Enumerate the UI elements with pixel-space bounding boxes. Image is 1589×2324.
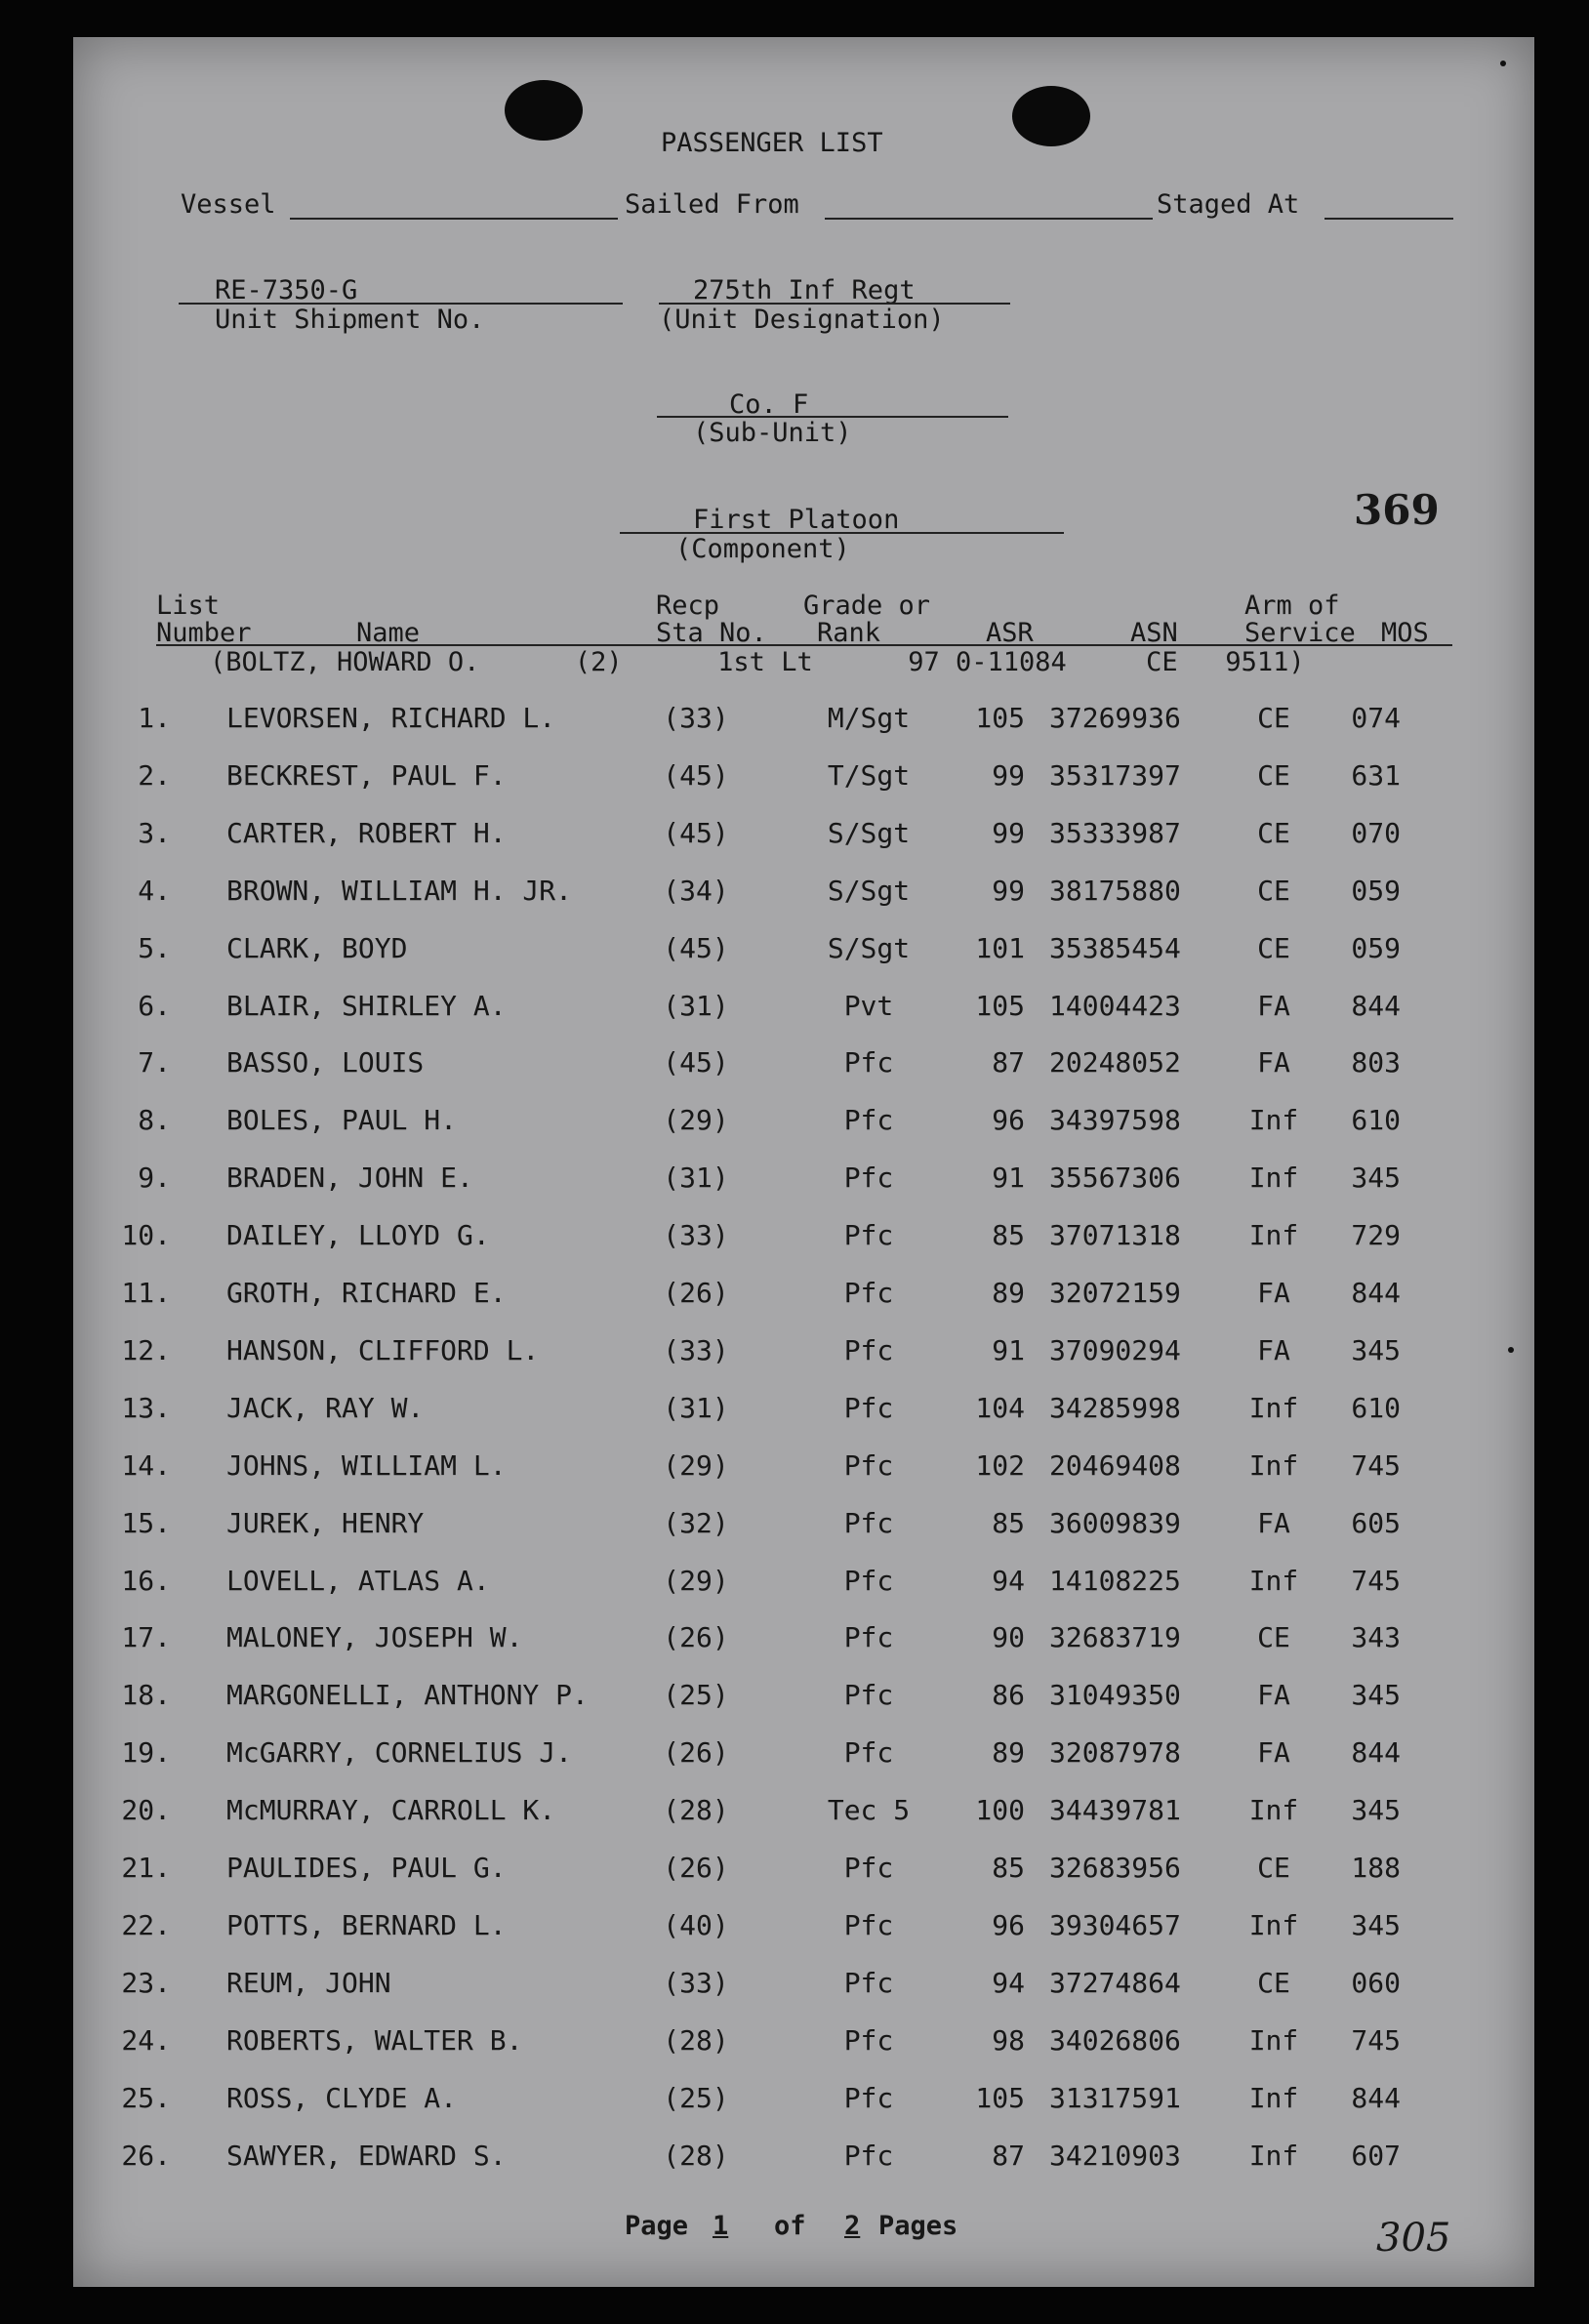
col-header-sta-no: Sta No. <box>656 618 767 648</box>
col-header-mos: MOS <box>1381 618 1429 648</box>
row-arm-of-service: CE <box>1257 1967 1290 1999</box>
row-name: CLARK, BOYD <box>226 932 408 964</box>
row-arm-of-service: CE <box>1257 932 1290 964</box>
row-arm-of-service: Inf <box>1248 1449 1299 1482</box>
row-arm-of-service: FA <box>1257 1334 1290 1366</box>
row-arm-of-service: FA <box>1257 1679 1290 1711</box>
row-name: ROBERTS, WALTER B. <box>226 2024 523 2057</box>
row-asn: 35333987 <box>1049 817 1181 849</box>
row-grade-rank: Pfc <box>843 1334 894 1366</box>
row-mos: 803 <box>1351 1046 1401 1079</box>
row-recp-sta: (31) <box>663 1162 729 1194</box>
row-recp-sta: (28) <box>663 1794 729 1826</box>
row-mos: 844 <box>1351 1736 1401 1769</box>
handwritten-number: 305 <box>1376 2216 1451 2261</box>
row-asn: 35567306 <box>1049 1162 1181 1194</box>
sub-unit: Co. F <box>729 389 809 420</box>
table-row <box>73 819 1534 876</box>
row-name: McMURRAY, CARROLL K. <box>226 1794 556 1826</box>
row-list-number: 5. <box>138 932 171 964</box>
row-list-number: 3. <box>138 817 171 849</box>
row-grade-rank: Pfc <box>843 1162 894 1194</box>
row-mos: 345 <box>1351 1909 1401 1941</box>
row-arm-of-service: Inf <box>1248 2082 1299 2114</box>
row-asn: 31049350 <box>1049 1679 1181 1711</box>
unit-shipment-label: Unit Shipment No. <box>215 305 485 335</box>
row-list-number: 17. <box>121 1621 171 1653</box>
row-asn: 34210903 <box>1049 2140 1181 2172</box>
row-recp-sta: (45) <box>663 932 729 964</box>
row-recp-sta: (26) <box>663 1277 729 1309</box>
row-recp-sta: (40) <box>663 1909 729 1941</box>
row-asr: 105 <box>975 702 1025 734</box>
table-row <box>73 1738 1534 1795</box>
row-recp-sta: (26) <box>663 1736 729 1769</box>
row-list-number: 19. <box>121 1736 171 1769</box>
table-row <box>73 761 1534 818</box>
row-name: BLAIR, SHIRLEY A. <box>226 990 507 1022</box>
table-row <box>73 1911 1534 1968</box>
col-header-asr: ASR <box>986 618 1034 648</box>
unit-designation-label: (Unit Designation) <box>659 305 945 335</box>
row-asr: 87 <box>992 1046 1025 1079</box>
row-asn: 32087978 <box>1049 1736 1181 1769</box>
col-header-list: List <box>156 591 221 621</box>
row-asr: 85 <box>992 1219 1025 1251</box>
header-rule <box>156 644 1452 646</box>
of-word: of <box>774 2211 806 2241</box>
row-list-number: 21. <box>121 1852 171 1884</box>
row-name: REUM, JOHN <box>226 1967 391 1999</box>
row-asn: 34397598 <box>1049 1104 1181 1136</box>
row-asr: 99 <box>992 875 1025 907</box>
row-grade-rank: Pfc <box>843 1909 894 1941</box>
row-recp-sta: (45) <box>663 759 729 792</box>
table-row <box>73 1681 1534 1737</box>
row-name: LOVELL, ATLAS A. <box>226 1565 490 1597</box>
row-grade-rank: M/Sgt <box>827 702 911 734</box>
row-arm-of-service: FA <box>1257 1046 1290 1079</box>
row-arm-of-service: Inf <box>1248 1909 1299 1941</box>
row-name: ROSS, CLYDE A. <box>226 2082 458 2114</box>
row-grade-rank: Pfc <box>843 1277 894 1309</box>
unit-shipment-number: RE-7350-G <box>215 275 358 306</box>
row-arm-of-service: CE <box>1257 759 1290 792</box>
row-grade-rank: Pfc <box>843 1392 894 1424</box>
row-list-number: 2. <box>138 759 171 792</box>
row-list-number: 22. <box>121 1909 171 1941</box>
row-asn: 14004423 <box>1049 990 1181 1022</box>
paper-speck <box>1500 61 1506 66</box>
component: First Platoon <box>693 505 900 535</box>
document-title: PASSENGER LIST <box>661 128 883 158</box>
row-arm-of-service: FA <box>1257 1507 1290 1539</box>
row-list-number: 10. <box>121 1219 171 1251</box>
row-mos: 844 <box>1351 990 1401 1022</box>
row-recp-sta: (29) <box>663 1449 729 1482</box>
table-row <box>73 1451 1534 1508</box>
row-arm-of-service: Inf <box>1248 1219 1299 1251</box>
row-asn: 35385454 <box>1049 932 1181 964</box>
row-name: GROTH, RICHARD E. <box>226 1277 507 1309</box>
row-arm-of-service: Inf <box>1248 1104 1299 1136</box>
row-grade-rank: T/Sgt <box>827 759 911 792</box>
row-arm-of-service: CE <box>1257 1852 1290 1884</box>
row-asr: 100 <box>975 1794 1025 1826</box>
row-recp-sta: (28) <box>663 2024 729 2057</box>
col-header-name: Name <box>356 618 421 648</box>
row-asr: 85 <box>992 1507 1025 1539</box>
table-row <box>73 1509 1534 1566</box>
row-grade-rank: Pfc <box>843 1565 894 1597</box>
row-asn: 31317591 <box>1049 2082 1181 2114</box>
row-arm-of-service: CE <box>1257 1621 1290 1653</box>
sailed-from-label: Sailed From <box>625 189 799 220</box>
table-row <box>73 1106 1534 1162</box>
row-grade-rank: S/Sgt <box>827 875 911 907</box>
row-arm-of-service: Inf <box>1248 1794 1299 1826</box>
row-recp-sta: (34) <box>663 875 729 907</box>
table-row <box>73 1623 1534 1680</box>
row-list-number: 6. <box>138 990 171 1022</box>
row-mos: 059 <box>1351 875 1401 907</box>
table-row <box>73 1336 1534 1393</box>
table-row <box>73 1279 1534 1335</box>
table-row <box>73 2026 1534 2083</box>
col-header-grade: Grade or <box>803 591 931 621</box>
row-asn: 34439781 <box>1049 1794 1181 1826</box>
row-asr: 89 <box>992 1736 1025 1769</box>
row-recp-sta: (31) <box>663 1392 729 1424</box>
row-recp-sta: (29) <box>663 1104 729 1136</box>
vessel-label: Vessel <box>181 189 276 220</box>
row-name: JOHNS, WILLIAM L. <box>226 1449 507 1482</box>
row-name: BROWN, WILLIAM H. JR. <box>226 875 573 907</box>
row-arm-of-service: Inf <box>1248 2024 1299 2057</box>
row-grade-rank: Pfc <box>843 1736 894 1769</box>
row-mos: 844 <box>1351 1277 1401 1309</box>
row-asr: 87 <box>992 2140 1025 2172</box>
row-grade-rank: Tec 5 <box>827 1794 911 1826</box>
row-grade-rank: Pfc <box>843 1219 894 1251</box>
row-name: JACK, RAY W. <box>226 1392 425 1424</box>
row-asr: 105 <box>975 2082 1025 2114</box>
row-arm-of-service: Inf <box>1248 1565 1299 1597</box>
row-arm-of-service: FA <box>1257 1736 1290 1769</box>
row-asn: 34026806 <box>1049 2024 1181 2057</box>
page-word: Page <box>625 2211 689 2241</box>
row-name: MARGONELLI, ANTHONY P. <box>226 1679 589 1711</box>
row-name: LEVORSEN, RICHARD L. <box>226 702 556 734</box>
row-recp-sta: (33) <box>663 702 729 734</box>
row-recp-sta: (25) <box>663 2082 729 2114</box>
row-grade-rank: S/Sgt <box>827 932 911 964</box>
row-mos: 745 <box>1351 1565 1401 1597</box>
row-name: BECKREST, PAUL F. <box>226 759 507 792</box>
row-name: JUREK, HENRY <box>226 1507 425 1539</box>
table-row <box>73 1796 1534 1853</box>
row-grade-rank: Pfc <box>843 1507 894 1539</box>
row-list-number: 8. <box>138 1104 171 1136</box>
row-asr: 91 <box>992 1334 1025 1366</box>
row-list-number: 4. <box>138 875 171 907</box>
row-grade-rank: Pfc <box>843 1852 894 1884</box>
row-mos: 345 <box>1351 1794 1401 1826</box>
table-row <box>73 1567 1534 1623</box>
row-asn: 37269936 <box>1049 702 1181 734</box>
sailed-from-blank-line <box>825 218 1153 220</box>
row-list-number: 24. <box>121 2024 171 2057</box>
table-row <box>73 2141 1534 2198</box>
row-grade-rank: Pfc <box>843 2024 894 2057</box>
col-header-number: Number <box>156 618 252 648</box>
row-asr: 94 <box>992 1565 1025 1597</box>
page-current: 1 <box>713 2211 729 2241</box>
unit-designation: 275th Inf Regt <box>693 275 916 306</box>
row-mos: 188 <box>1351 1852 1401 1884</box>
col-header-recp: Recp <box>656 591 720 621</box>
row-arm-of-service: CE <box>1257 702 1290 734</box>
page-total: 2 <box>844 2211 861 2241</box>
table-row <box>73 2084 1534 2141</box>
row-asr: 105 <box>975 990 1025 1022</box>
row-mos: 345 <box>1351 1334 1401 1366</box>
punch-hole-right <box>1012 86 1090 146</box>
row-asn: 34285998 <box>1049 1392 1181 1424</box>
row-asn: 32683719 <box>1049 1621 1181 1653</box>
row-asr: 85 <box>992 1852 1025 1884</box>
page-number-stamp: 369 <box>1354 486 1440 534</box>
row-list-number: 14. <box>121 1449 171 1482</box>
row-mos: 729 <box>1351 1219 1401 1251</box>
row-list-number: 9. <box>138 1162 171 1194</box>
row-grade-rank: Pfc <box>843 1046 894 1079</box>
staged-at-blank-line <box>1324 218 1453 220</box>
col-header-rank: Rank <box>817 618 881 648</box>
row-recp-sta: (29) <box>663 1565 729 1597</box>
table-row <box>73 1394 1534 1450</box>
row-asr: 91 <box>992 1162 1025 1194</box>
row-grade-rank: S/Sgt <box>827 817 911 849</box>
row-list-number: 1. <box>138 702 171 734</box>
row-grade-rank: Pfc <box>843 1104 894 1136</box>
row-arm-of-service: CE <box>1257 817 1290 849</box>
row-list-number: 23. <box>121 1967 171 1999</box>
table-row <box>73 1048 1534 1105</box>
row-asr: 98 <box>992 2024 1025 2057</box>
row-list-number: 15. <box>121 1507 171 1539</box>
row-grade-rank: Pfc <box>843 1449 894 1482</box>
row-arm-of-service: CE <box>1257 875 1290 907</box>
row-asr: 99 <box>992 759 1025 792</box>
row-asn: 32072159 <box>1049 1277 1181 1309</box>
row-asn: 37071318 <box>1049 1219 1181 1251</box>
row-asn: 37274864 <box>1049 1967 1181 1999</box>
table-row <box>73 1969 1534 2025</box>
row-arm-of-service: Inf <box>1248 1162 1299 1194</box>
row-recp-sta: (33) <box>663 1219 729 1251</box>
row-name: BASSO, LOUIS <box>226 1046 425 1079</box>
row-asn: 37090294 <box>1049 1334 1181 1366</box>
row-name: BRADEN, JOHN E. <box>226 1162 473 1194</box>
row-asr: 86 <box>992 1679 1025 1711</box>
row-mos: 745 <box>1351 2024 1401 2057</box>
row-grade-rank: Pfc <box>843 1967 894 1999</box>
row-mos: 074 <box>1351 702 1401 734</box>
row-mos: 345 <box>1351 1162 1401 1194</box>
row-recp-sta: (26) <box>663 1852 729 1884</box>
row-list-number: 18. <box>121 1679 171 1711</box>
pages-word: Pages <box>878 2211 958 2241</box>
row-asr: 104 <box>975 1392 1025 1424</box>
row-asr: 99 <box>992 817 1025 849</box>
row-arm-of-service: Inf <box>1248 1392 1299 1424</box>
row-grade-rank: Pfc <box>843 2082 894 2114</box>
row-asr: 96 <box>992 1909 1025 1941</box>
table-row <box>73 992 1534 1048</box>
row-asr: 101 <box>975 932 1025 964</box>
col-header-asn: ASN <box>1130 618 1178 648</box>
row-name: PAULIDES, PAUL G. <box>226 1852 507 1884</box>
row-recp-sta: (33) <box>663 1334 729 1366</box>
row-recp-sta: (45) <box>663 1046 729 1079</box>
row-asn: 20248052 <box>1049 1046 1181 1079</box>
row-arm-of-service: FA <box>1257 1277 1290 1309</box>
row-grade-rank: Pfc <box>843 1679 894 1711</box>
row-mos: 631 <box>1351 759 1401 792</box>
row-mos: 059 <box>1351 932 1401 964</box>
row-asn: 20469408 <box>1049 1449 1181 1482</box>
row-mos: 605 <box>1351 1507 1401 1539</box>
col-header-service: Service <box>1244 618 1356 648</box>
row-recp-sta: (26) <box>663 1621 729 1653</box>
row-asn: 36009839 <box>1049 1507 1181 1539</box>
punch-hole-left <box>505 80 583 141</box>
row-list-number: 7. <box>138 1046 171 1079</box>
row-recp-sta: (28) <box>663 2140 729 2172</box>
row-asr: 94 <box>992 1967 1025 1999</box>
row-list-number: 11. <box>121 1277 171 1309</box>
row-name: McGARRY, CORNELIUS J. <box>226 1736 573 1769</box>
passenger-list-document <box>73 37 1534 2287</box>
row-grade-rank: Pfc <box>843 2140 894 2172</box>
row-recp-sta: (31) <box>663 990 729 1022</box>
component-label: (Component) <box>675 534 850 564</box>
row-grade-rank: Pvt <box>843 990 894 1022</box>
vessel-blank-line <box>290 218 618 220</box>
row-asr: 90 <box>992 1621 1025 1653</box>
row-asn: 39304657 <box>1049 1909 1181 1941</box>
row-list-number: 25. <box>121 2082 171 2114</box>
row-mos: 610 <box>1351 1104 1401 1136</box>
row-arm-of-service: Inf <box>1248 2140 1299 2172</box>
row-mos: 060 <box>1351 1967 1401 1999</box>
row-asr: 96 <box>992 1104 1025 1136</box>
row-grade-rank: Pfc <box>843 1621 894 1653</box>
row-name: SAWYER, EDWARD S. <box>226 2140 507 2172</box>
row-name: CARTER, ROBERT H. <box>226 817 507 849</box>
table-row <box>73 934 1534 991</box>
row-list-number: 26. <box>121 2140 171 2172</box>
row-mos: 610 <box>1351 1392 1401 1424</box>
row-asn: 14108225 <box>1049 1565 1181 1597</box>
row-recp-sta: (45) <box>663 817 729 849</box>
row-name: MALONEY, JOSEPH W. <box>226 1621 523 1653</box>
row-mos: 345 <box>1351 1679 1401 1711</box>
row-list-number: 20. <box>121 1794 171 1826</box>
row-arm-of-service: FA <box>1257 990 1290 1022</box>
row-asn: 38175880 <box>1049 875 1181 907</box>
table-row <box>73 1221 1534 1278</box>
row-asr: 89 <box>992 1277 1025 1309</box>
row-mos: 844 <box>1351 2082 1401 2114</box>
staged-at-label: Staged At <box>1157 189 1300 220</box>
row-name: BOLES, PAUL H. <box>226 1104 458 1136</box>
row-name: POTTS, BERNARD L. <box>226 1909 507 1941</box>
row-list-number: 12. <box>121 1334 171 1366</box>
row-mos: 343 <box>1351 1621 1401 1653</box>
row-asr: 102 <box>975 1449 1025 1482</box>
row-recp-sta: (33) <box>663 1967 729 1999</box>
row-name: HANSON, CLIFFORD L. <box>226 1334 540 1366</box>
row-mos: 745 <box>1351 1449 1401 1482</box>
row-asn: 35317397 <box>1049 759 1181 792</box>
row-name: DAILEY, LLOYD G. <box>226 1219 490 1251</box>
row-asn: 32683956 <box>1049 1852 1181 1884</box>
table-row <box>73 877 1534 933</box>
table-row <box>73 1854 1534 1910</box>
row-recp-sta: (32) <box>663 1507 729 1539</box>
col-header-arm: Arm of <box>1244 591 1340 621</box>
row-mos: 070 <box>1351 817 1401 849</box>
row-recp-sta: (25) <box>663 1679 729 1711</box>
table-row <box>73 704 1534 760</box>
row-list-number: 13. <box>121 1392 171 1424</box>
table-row <box>73 1163 1534 1220</box>
sub-unit-label: (Sub-Unit) <box>693 418 852 448</box>
row-list-number: 16. <box>121 1565 171 1597</box>
row-mos: 607 <box>1351 2140 1401 2172</box>
officer-entry: (BOLTZ, HOWARD O. (2) 1st Lt 97 0-11084 CE 9511) <box>210 647 1305 677</box>
